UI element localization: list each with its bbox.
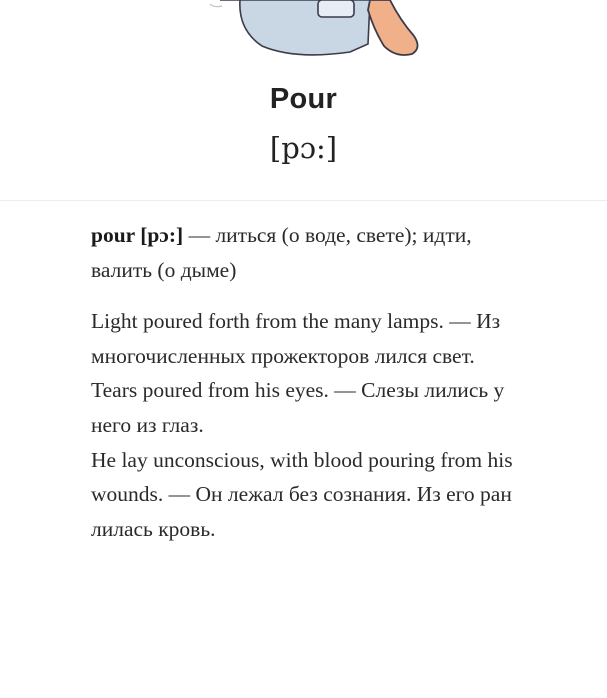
example-sentence: He lay unconscious, with blood pouring from his wounds. — Он лежал без сознания. Из его ран лилась кровь. — [91, 447, 513, 541]
hand-shape — [368, 0, 418, 55]
example-sentence: Tears poured from his eyes. — Слезы лились у него из глаз. — [91, 378, 505, 437]
definition-term: pour [pɔ:] — [91, 223, 184, 247]
word-title: Pour — [269, 83, 338, 115]
sketch-stroke — [210, 4, 222, 7]
word-transcription: [pɔ:] — [269, 131, 338, 165]
word-card-header — [0, 0, 607, 201]
definition-text: — литься (о воде, свете); идти, валить (о дыме) — [91, 223, 472, 282]
word-content — [91, 218, 531, 546]
example-sentence: Light poured forth from the many lamps. — Из многочисленных прожекторов лился свет. — [91, 309, 501, 368]
definition-paragraph — [91, 218, 531, 287]
glass-shape — [318, 0, 354, 17]
examples-list — [91, 304, 531, 546]
pouring-illustration — [200, 0, 440, 62]
